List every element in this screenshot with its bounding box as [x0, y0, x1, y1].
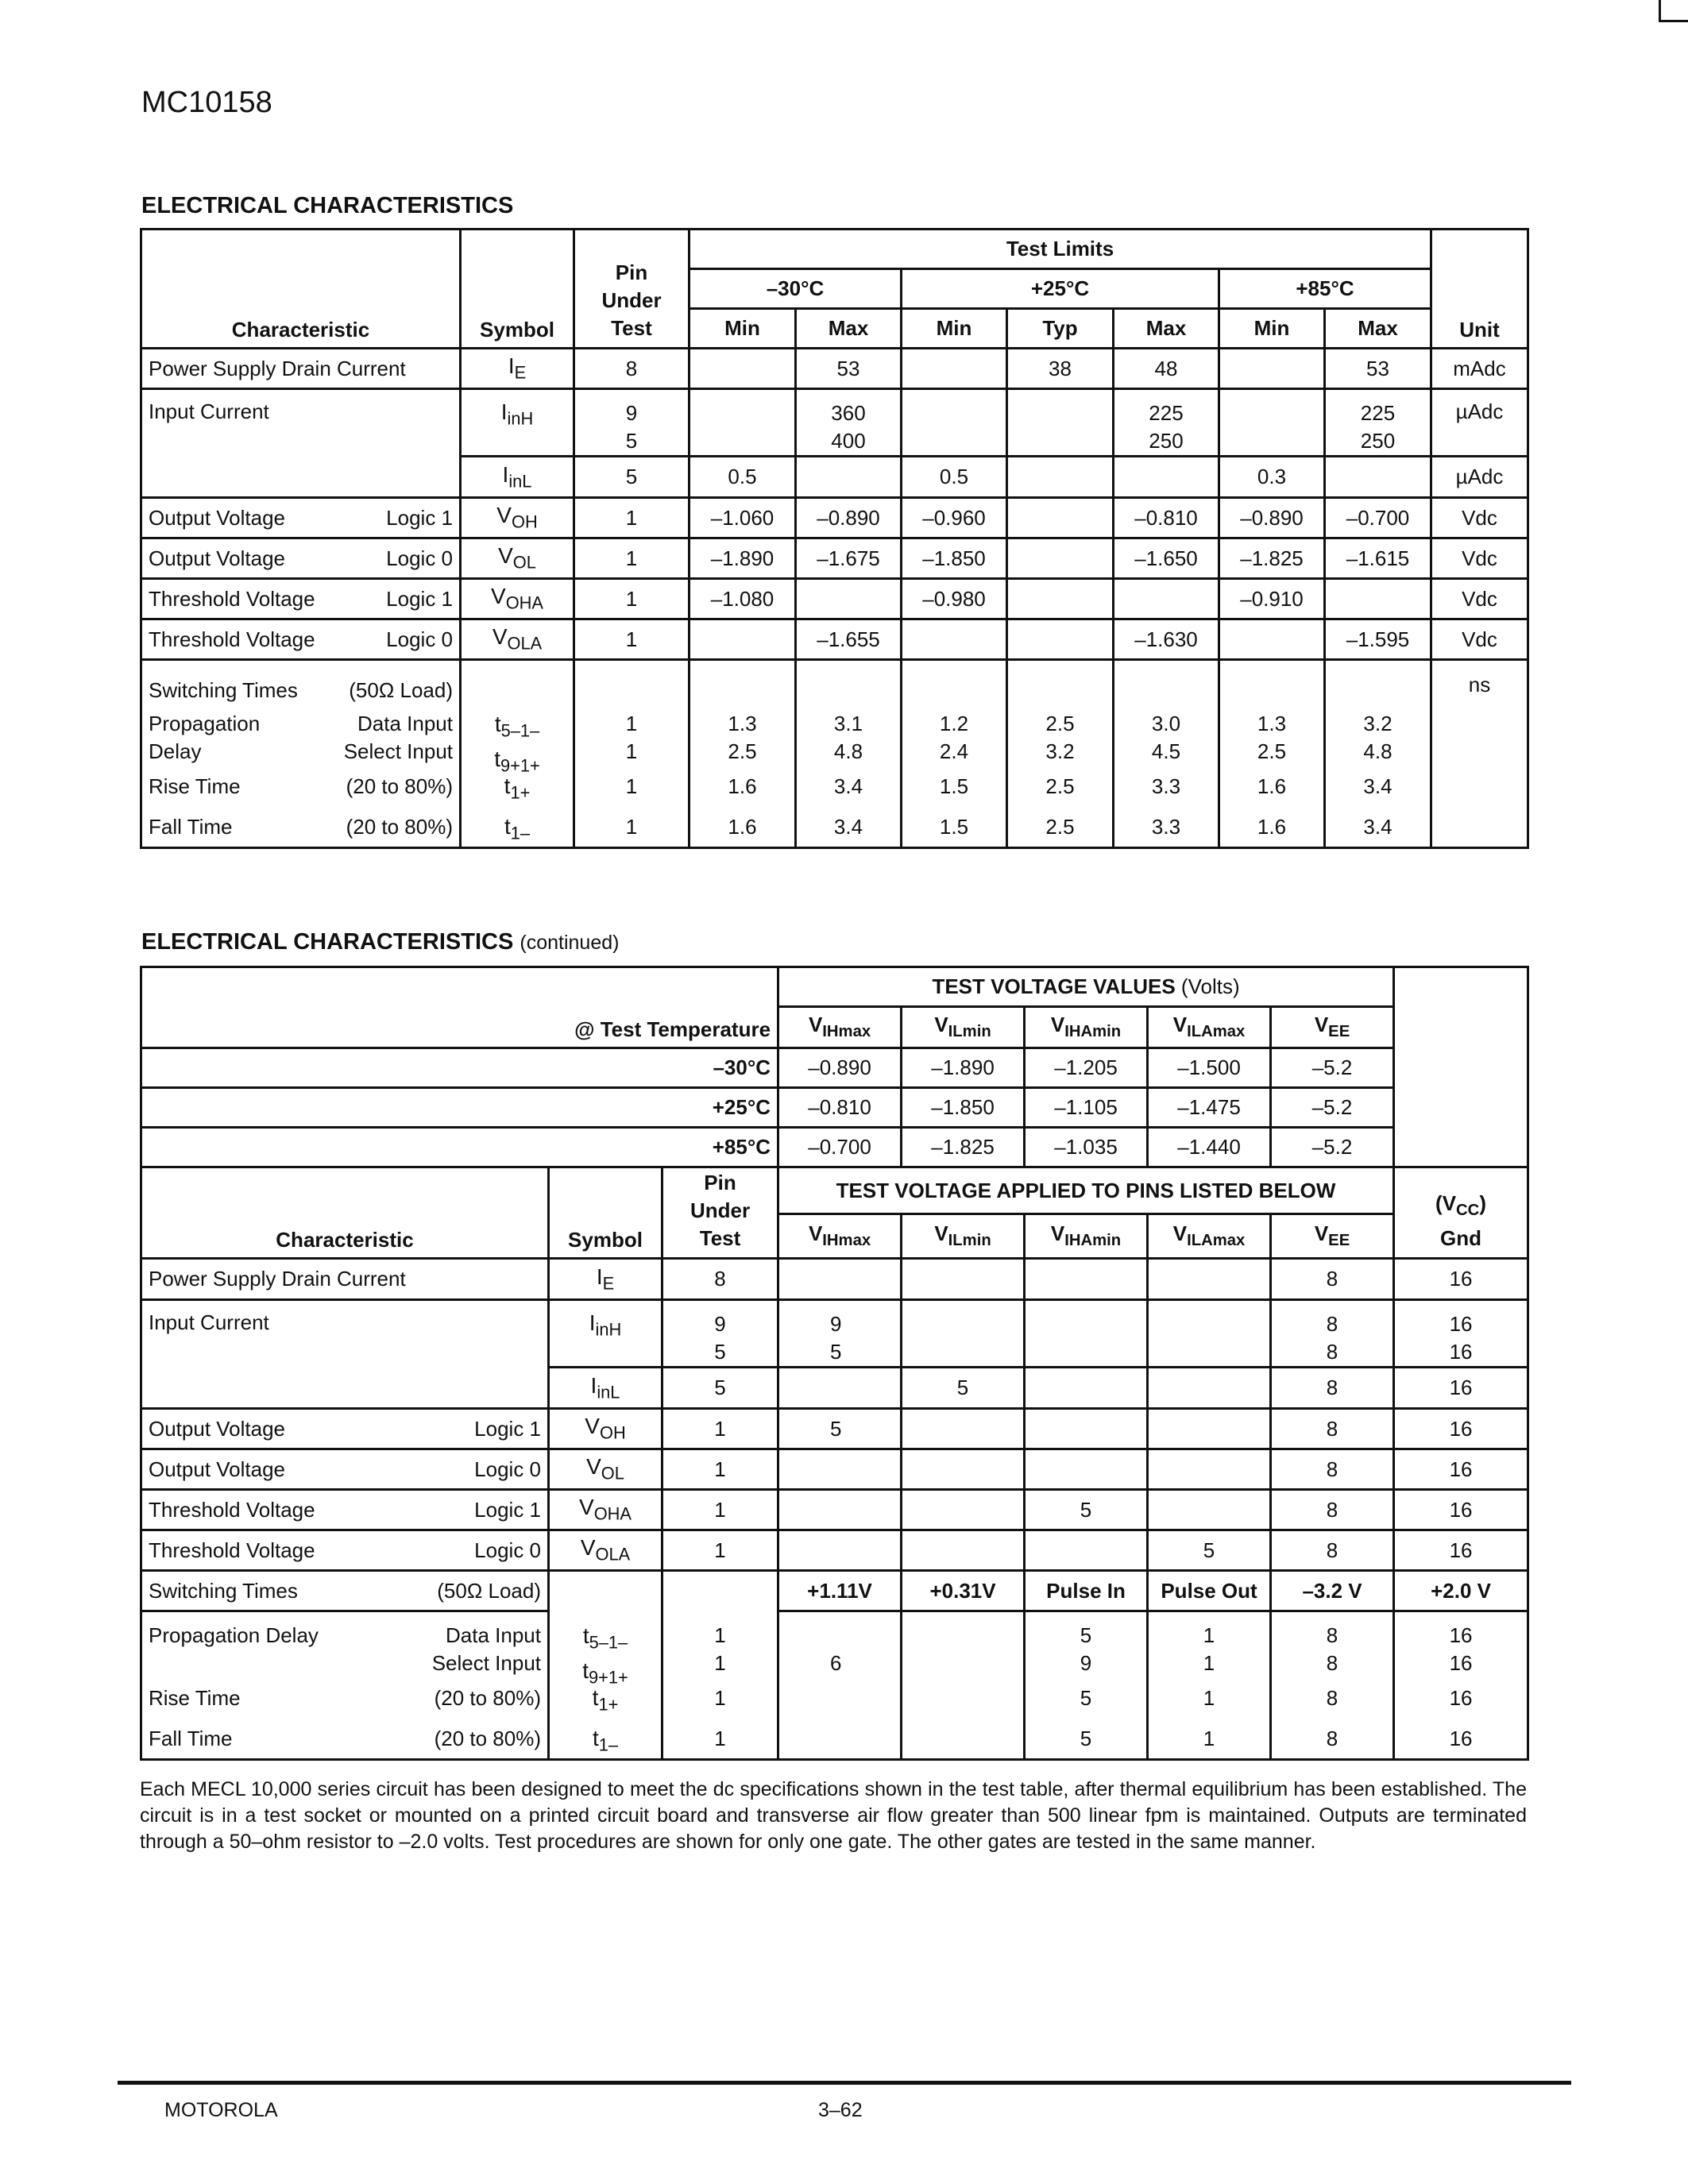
row-label: Input Current: [141, 389, 461, 498]
electrical-characteristics-table: [140, 228, 1529, 849]
row-label: Threshold Voltage Logic 1: [141, 1490, 549, 1530]
row-label: Output Voltage Logic 1: [141, 498, 461, 538]
row-label: Output Voltage Logic 0: [141, 538, 461, 579]
vihamin-header: $V_{IHAmin}$: [1025, 1007, 1148, 1048]
symbol-cell: $V_{OLA}$: [461, 619, 574, 660]
symbol-cell: $I_{inL}$: [549, 1368, 662, 1409]
col-pin-header: Pin Under Test: [662, 1167, 778, 1259]
temp-minus30-header: –30°C: [689, 269, 902, 309]
vee-header: $V_{EE}$: [1271, 1007, 1394, 1048]
temp-plus25-header: +25°C: [902, 269, 1219, 309]
page-number: 3–62: [818, 2099, 863, 2121]
table-row: Power Supply Drain Current $I_E$ 8 53 38 48 53 mAdc: [141, 349, 1528, 389]
table-row: Output Voltage Logic 0 $V_{OL}$ 1 –1.890 –1.675 –1.850 –1.650 –1.825 –1.615 Vdc: [141, 538, 1528, 579]
col-characteristic-header: Characteristic: [141, 1167, 549, 1259]
row-label: Power Supply Drain Current: [141, 1259, 549, 1300]
symbol-cell: $I_{inH}$: [549, 1300, 662, 1368]
table-row: Output Voltage Logic 1 $V_{OH}$ 1 5 8 16: [141, 1409, 1528, 1449]
min-header: Min: [1219, 309, 1325, 349]
table-row: Input Current $I_{inH}$ 9 5 9 5 8 8 16 16: [141, 1300, 1528, 1368]
table-row: –30°C –0.890 –1.890 –1.205 –1.500 –5.2: [141, 1048, 1528, 1088]
vihmax-header: $V_{IHmax}$: [778, 1214, 902, 1259]
table-row: $I_{inL}$ 5 5 8 16: [141, 1368, 1528, 1409]
col-symbol-header: Symbol: [549, 1167, 662, 1259]
temp-plus85-header: +85°C: [1219, 269, 1431, 309]
footer-rule: [118, 2081, 1571, 2085]
table-row: Threshold Voltage Logic 1 $V_{OHA}$ 1 –1.080 –0.980 –0.910 Vdc: [141, 579, 1528, 619]
symbol-cell: $I_{inH}$: [461, 389, 574, 457]
part-number: MC10158: [141, 86, 272, 119]
table-row: Output Voltage Logic 0 $V_{OL}$ 1 8 16: [141, 1449, 1528, 1490]
table-row: Switching Times (50Ω Load) Propagation Delay Data Input Select Input Rise Time (20 to 80%) Fall Time (20 to 80%) $t_{5-1-}$ $t_{9+1+}$ $t_{1+}$ $t_{1-}$ 1 1 1 1 1.3 2.5 1.6 1.6 3.1 4.8 3.4 3.4 1.2 2.4 1.5 1.5 2.5 3.2 2.5 2.5 3.0 4.5 3.3 3.3 1.3 2.5 1.6 1.6 3.2 4.8 3.4 3.4 ns: [141, 660, 1528, 848]
table-row: +85°C –0.700 –1.825 –1.035 –1.440 –5.2: [141, 1128, 1528, 1167]
at-test-temperature-label: @ Test Temperature: [141, 967, 778, 1048]
row-label: Propagation Delay Data Input Select Input Rise Time (20 to 80%) Fall Time (20 to 80%): [141, 1611, 549, 1760]
row-label: Input Current: [141, 1300, 549, 1409]
table-row: $I_{inL}$ 5 0.5 0.5 0.3 µAdc: [141, 457, 1528, 498]
vee-header: $V_{EE}$: [1271, 1214, 1394, 1259]
table-row: Propagation Delay Data Input Select Input Rise Time (20 to 80%) Fall Time (20 to 80%) 6 5 9 5 5 1 1 1 1 8 8 8 8 16 16 16 16: [141, 1611, 1528, 1760]
row-label: Output Voltage Logic 1: [141, 1409, 549, 1449]
row-label: Switching Times (50Ω Load): [141, 1571, 549, 1611]
test-voltage-values-header: TEST VOLTAGE VALUES (Volts): [778, 967, 1394, 1007]
symbol-cell: $I_E$: [461, 349, 574, 389]
table-row: Input Current $I_{inH}$ 9 5 360 400 225 250 225 250 µAdc: [141, 389, 1528, 457]
col-pin-header: Pin Under Test: [574, 230, 689, 349]
symbol-cell: $I_{inL}$: [461, 457, 574, 498]
min-header: Min: [902, 309, 1007, 349]
symbol-cell: $V_{OHA}$: [461, 579, 574, 619]
table-row: Threshold Voltage Logic 0 $V_{OLA}$ 1 –1.655 –1.630 –1.595 Vdc: [141, 619, 1528, 660]
footer-brand: MOTOROLA: [164, 2099, 278, 2121]
table-row: Switching Times (50Ω Load) $t_{5-1-}$ $t_{9+1+}$ $t_{1+}$ $t_{1-}$ 1 1 1 1 +1.11V +0.31V Pulse In Pulse Out –3.2 V +2.0 V: [141, 1571, 1528, 1611]
row-label: Threshold Voltage Logic 0: [141, 1530, 549, 1571]
table-row: Output Voltage Logic 1 $V_{OH}$ 1 –1.060 –0.890 –0.960 –0.810 –0.890 –0.700 Vdc: [141, 498, 1528, 538]
symbol-cell: $t_{5-1-}$ $t_{9+1+}$ $t_{1+}$ $t_{1-}$: [461, 660, 574, 848]
table-row: Threshold Voltage Logic 0 $V_{OLA}$ 1 5 8 16: [141, 1530, 1528, 1571]
vihamin-header: $V_{IHAmin}$: [1025, 1214, 1148, 1259]
row-label: Power Supply Drain Current: [141, 349, 461, 389]
corner-crop-mark: [1659, 0, 1688, 22]
test-note-paragraph: Each MECL 10,000 series circuit has been designed to meet the dc specifications shown in the test table, after thermal equilibrium has been established. The circuit is in a test socket or mounted on a printed circuit board and transverse air flow greater than 500 linear fpm is maintained. Outputs are terminated through a 50–ohm resistor to –2.0 volts. Test procedures are shown for only one gate. The other gates are tested in the same manner.: [140, 1778, 1527, 1853]
vilmin-header: $V_{ILmin}$: [902, 1214, 1025, 1259]
row-label: Threshold Voltage Logic 1: [141, 579, 461, 619]
test-limits-header: Test Limits: [689, 230, 1431, 269]
vilamax-header: $V_{ILAmax}$: [1148, 1214, 1271, 1259]
row-label: Threshold Voltage Logic 0: [141, 619, 461, 660]
row-label: Output Voltage Logic 0: [141, 1449, 549, 1490]
typ-header: Typ: [1007, 309, 1114, 349]
table-row: Threshold Voltage Logic 1 $V_{OHA}$ 1 5 8 16: [141, 1490, 1528, 1530]
min-header: Min: [689, 309, 796, 349]
col-unit-header: Unit: [1431, 230, 1528, 349]
test-voltage-table: [140, 966, 1529, 1761]
max-header: Max: [1325, 309, 1431, 349]
table2-title: ELECTRICAL CHARACTERISTICS (continued): [141, 929, 620, 955]
symbol-cell: $V_{OL}$: [549, 1449, 662, 1490]
max-header: Max: [796, 309, 902, 349]
symbol-cell: $V_{OH}$: [549, 1409, 662, 1449]
max-header: Max: [1114, 309, 1219, 349]
gnd-header: $(V_{CC})$ Gnd: [1394, 1167, 1528, 1259]
symbol-cell: $I_E$: [549, 1259, 662, 1300]
symbol-cell: $V_{OHA}$: [549, 1490, 662, 1530]
col-characteristic-header: Characteristic: [141, 230, 461, 349]
applied-pins-header: TEST VOLTAGE APPLIED TO PINS LISTED BELOW: [778, 1167, 1394, 1214]
vilmin-header: $V_{ILmin}$: [902, 1007, 1025, 1048]
table-row: +25°C –0.810 –1.850 –1.105 –1.475 –5.2: [141, 1088, 1528, 1128]
symbol-cell: $V_{OLA}$: [549, 1530, 662, 1571]
symbol-cell: $V_{OL}$: [461, 538, 574, 579]
symbol-cell: $V_{OH}$: [461, 498, 574, 538]
vilamax-header: $V_{ILAmax}$: [1148, 1007, 1271, 1048]
table-row: Power Supply Drain Current $I_E$ 8 8 16: [141, 1259, 1528, 1300]
table1-title: ELECTRICAL CHARACTERISTICS: [141, 193, 514, 218]
col-symbol-header: Symbol: [461, 230, 574, 349]
vihmax-header: $V_{IHmax}$: [778, 1007, 902, 1048]
row-label: Switching Times (50Ω Load) Propagation Delay Data Input Select Input Rise Time (20 to 80%) Fall Time (20 to 80%): [141, 660, 461, 848]
